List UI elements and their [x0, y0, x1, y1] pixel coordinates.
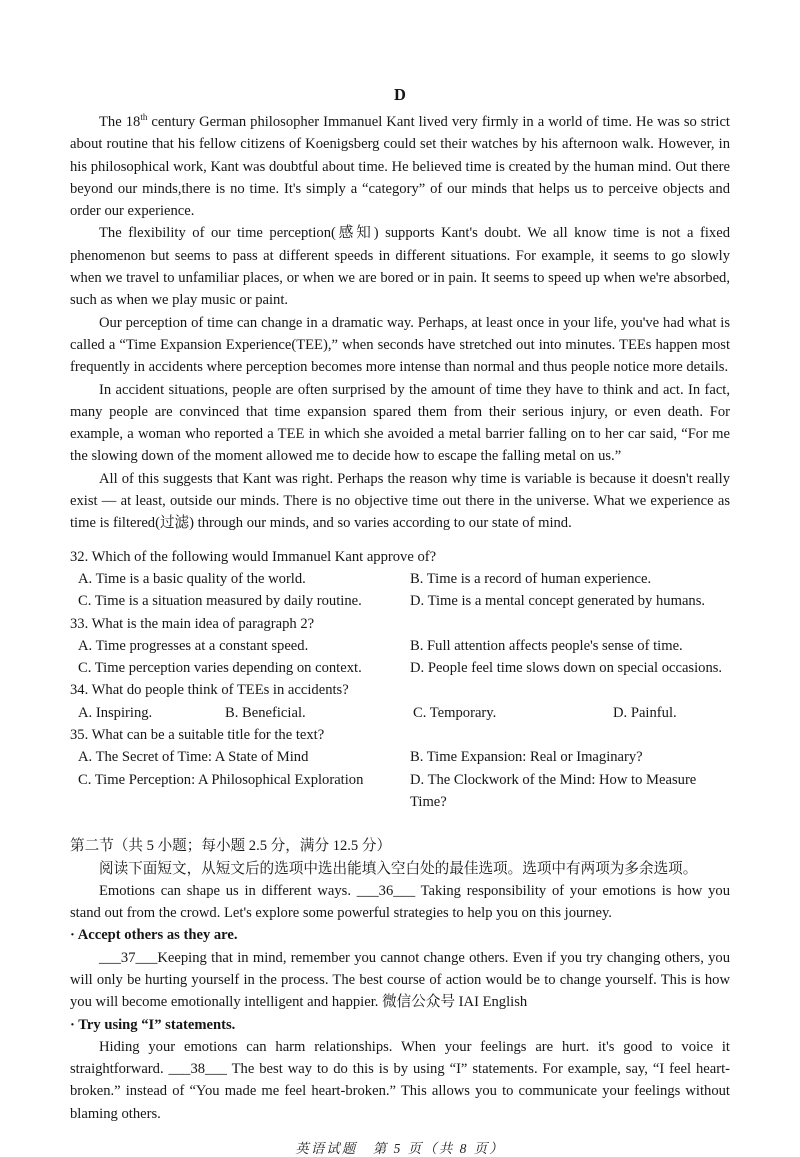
option-35-a: A. The Secret of Time: A State of Mind [78, 749, 309, 766]
section-2-block [70, 835, 730, 1125]
question-35-options-row-1 [70, 746, 730, 768]
section-2-header: 第二节（共 5 小题；每小题 2.5 分，满分 12.5 分） [70, 838, 392, 855]
passage-paragraph-5: All of this suggests that Kant was right. Perhaps the reason why time is variable is because it doesn't really exist — at least, outside our minds. There is no objective time out there in the universe. What we experience as time is filtered(过滤) through our minds, and so varies according to our state of mind. [70, 470, 730, 532]
question-34-options-row [70, 702, 730, 724]
option-32-a: A. Time is a basic quality of the world. [78, 570, 306, 587]
cloze-subheading-1: · Accept others as they are. [70, 927, 238, 944]
passage-paragraph-2: The flexibility of our time perception(感知) supports Kant's doubt. We all know time is not a fixed phenomenon but seems to pass at different speeds in different situations. For example, it seems to go slowly when we travel to unfamiliar places, or when we are bored or in pain. It seems to speed up when we're absorbed, such as when we play music or paint. [70, 225, 730, 309]
option-34-d: D. Painful. [613, 704, 677, 721]
question-32-options-row-1 [70, 568, 730, 590]
cloze-paragraph-38: Hiding your emotions can harm relationships. When your feelings are hurt. it's good to voice it straightforward. ___38___ The best way to do this is by using “I” statements. For example, say, “I feel heart-broken.” instead of “You made me feel heart-broken.” This allows you to communicate your feelings without blaming others. [70, 1038, 730, 1122]
question-34: 34. What do people think of TEEs in accidents? [70, 682, 349, 699]
option-35-c: C. Time Perception: A Philosophical Exploration [78, 771, 364, 788]
option-34-c: C. Temporary. [413, 704, 497, 721]
passage-paragraph-3: Our perception of time can change in a dramatic way. Perhaps, at least once in your life, you've had what is called a “Time Expansion Experience(TEE),” when seconds have stretched out into minutes. TEEs happen most frequently in accidents where perception becomes more intense than normal and thus people notice more details. [70, 314, 730, 376]
passage-heading: D [394, 85, 406, 104]
cloze-subheading-2: · Try using “I” statements. [70, 1016, 236, 1033]
cloze-intro-paragraph: Emotions can shape us in different ways. ___36___ Taking responsibility of your emotions is how you stand out from the crowd. Let's explore some powerful strategies to help you on this journey. [70, 882, 730, 922]
cloze-paragraph-37: ___37___Keeping that in mind, remember you cannot change others. Even if you try changing others, you will only be hurting yourself in the process. The best course of action would be to change yourself. This is how you will become emotionally intelligent and happier. 微信公众号 IAI English [70, 949, 730, 1011]
option-32-b: B. Time is a record of human experience. [410, 570, 652, 587]
passage-paragraph-4: In accident situations, people are often surprised by the amount of time they have to think and act. In fact, many people are convinced that time expansion spared them from their serious injury, or even death. For example, a woman who reported a TEE in which she avoided a metal barrier falling on to her car said, “For me the slowing down of the moment allowed me to decide how to escape the falling metal on us.” [70, 381, 730, 465]
option-32-d: D. Time is a mental concept generated by humans. [410, 593, 706, 610]
question-35-options-row-2 [70, 769, 730, 814]
option-33-b: B. Full attention affects people's sense of time. [410, 637, 683, 654]
question-33: 33. What is the main idea of paragraph 2? [70, 615, 315, 632]
paragraph-1-start: The 18 [99, 114, 141, 130]
page-footer: 英语试题 第 5 页（共 8 页） [295, 1141, 505, 1157]
option-33-c: C. Time perception varies depending on context. [78, 660, 362, 677]
option-34-b: B. Beneficial. [225, 704, 306, 721]
question-32: 32. Which of the following would Immanuel Kant approve of? [70, 548, 437, 565]
questions-block [70, 546, 730, 814]
option-33-a: A. Time progresses at a constant speed. [78, 637, 309, 654]
question-32-options-row-2 [70, 590, 730, 612]
option-34-a: A. Inspiring. [78, 704, 153, 721]
option-32-c: C. Time is a situation measured by daily routine. [78, 593, 362, 610]
ordinal-superscript: th [140, 112, 148, 123]
option-33-d: D. People feel time slows down on special occasions. [410, 660, 723, 677]
passage-paragraph-1 [70, 111, 730, 222]
section-2-instruction: 阅读下面短文，从短文后的选项中选出能填入空白处的最佳选项。选项中有两项为多余选项。 [99, 860, 698, 877]
question-35: 35. What can be a suitable title for the text? [70, 727, 325, 744]
paragraph-1-rest: century German philosopher Immanuel Kant lived very firmly in a world of time. He was so strict about routine that his fellow citizens of Koenigsberg could set their watches by his afternoon walk. However, in his philosophical work, Kant was doubtful about time. He believed time is created by the human mind. Out there beyond our minds,there is no time. It's simply a “category” of our minds that helps us to perceive objects and order our experience. [70, 114, 730, 220]
option-35-b: B. Time Expansion: Real or Imaginary? [410, 749, 643, 766]
option-35-d: D. The Clockwork of the Mind: How to Measure Time? [410, 771, 697, 810]
question-33-options-row-2 [70, 657, 730, 679]
question-33-options-row-1 [70, 635, 730, 657]
